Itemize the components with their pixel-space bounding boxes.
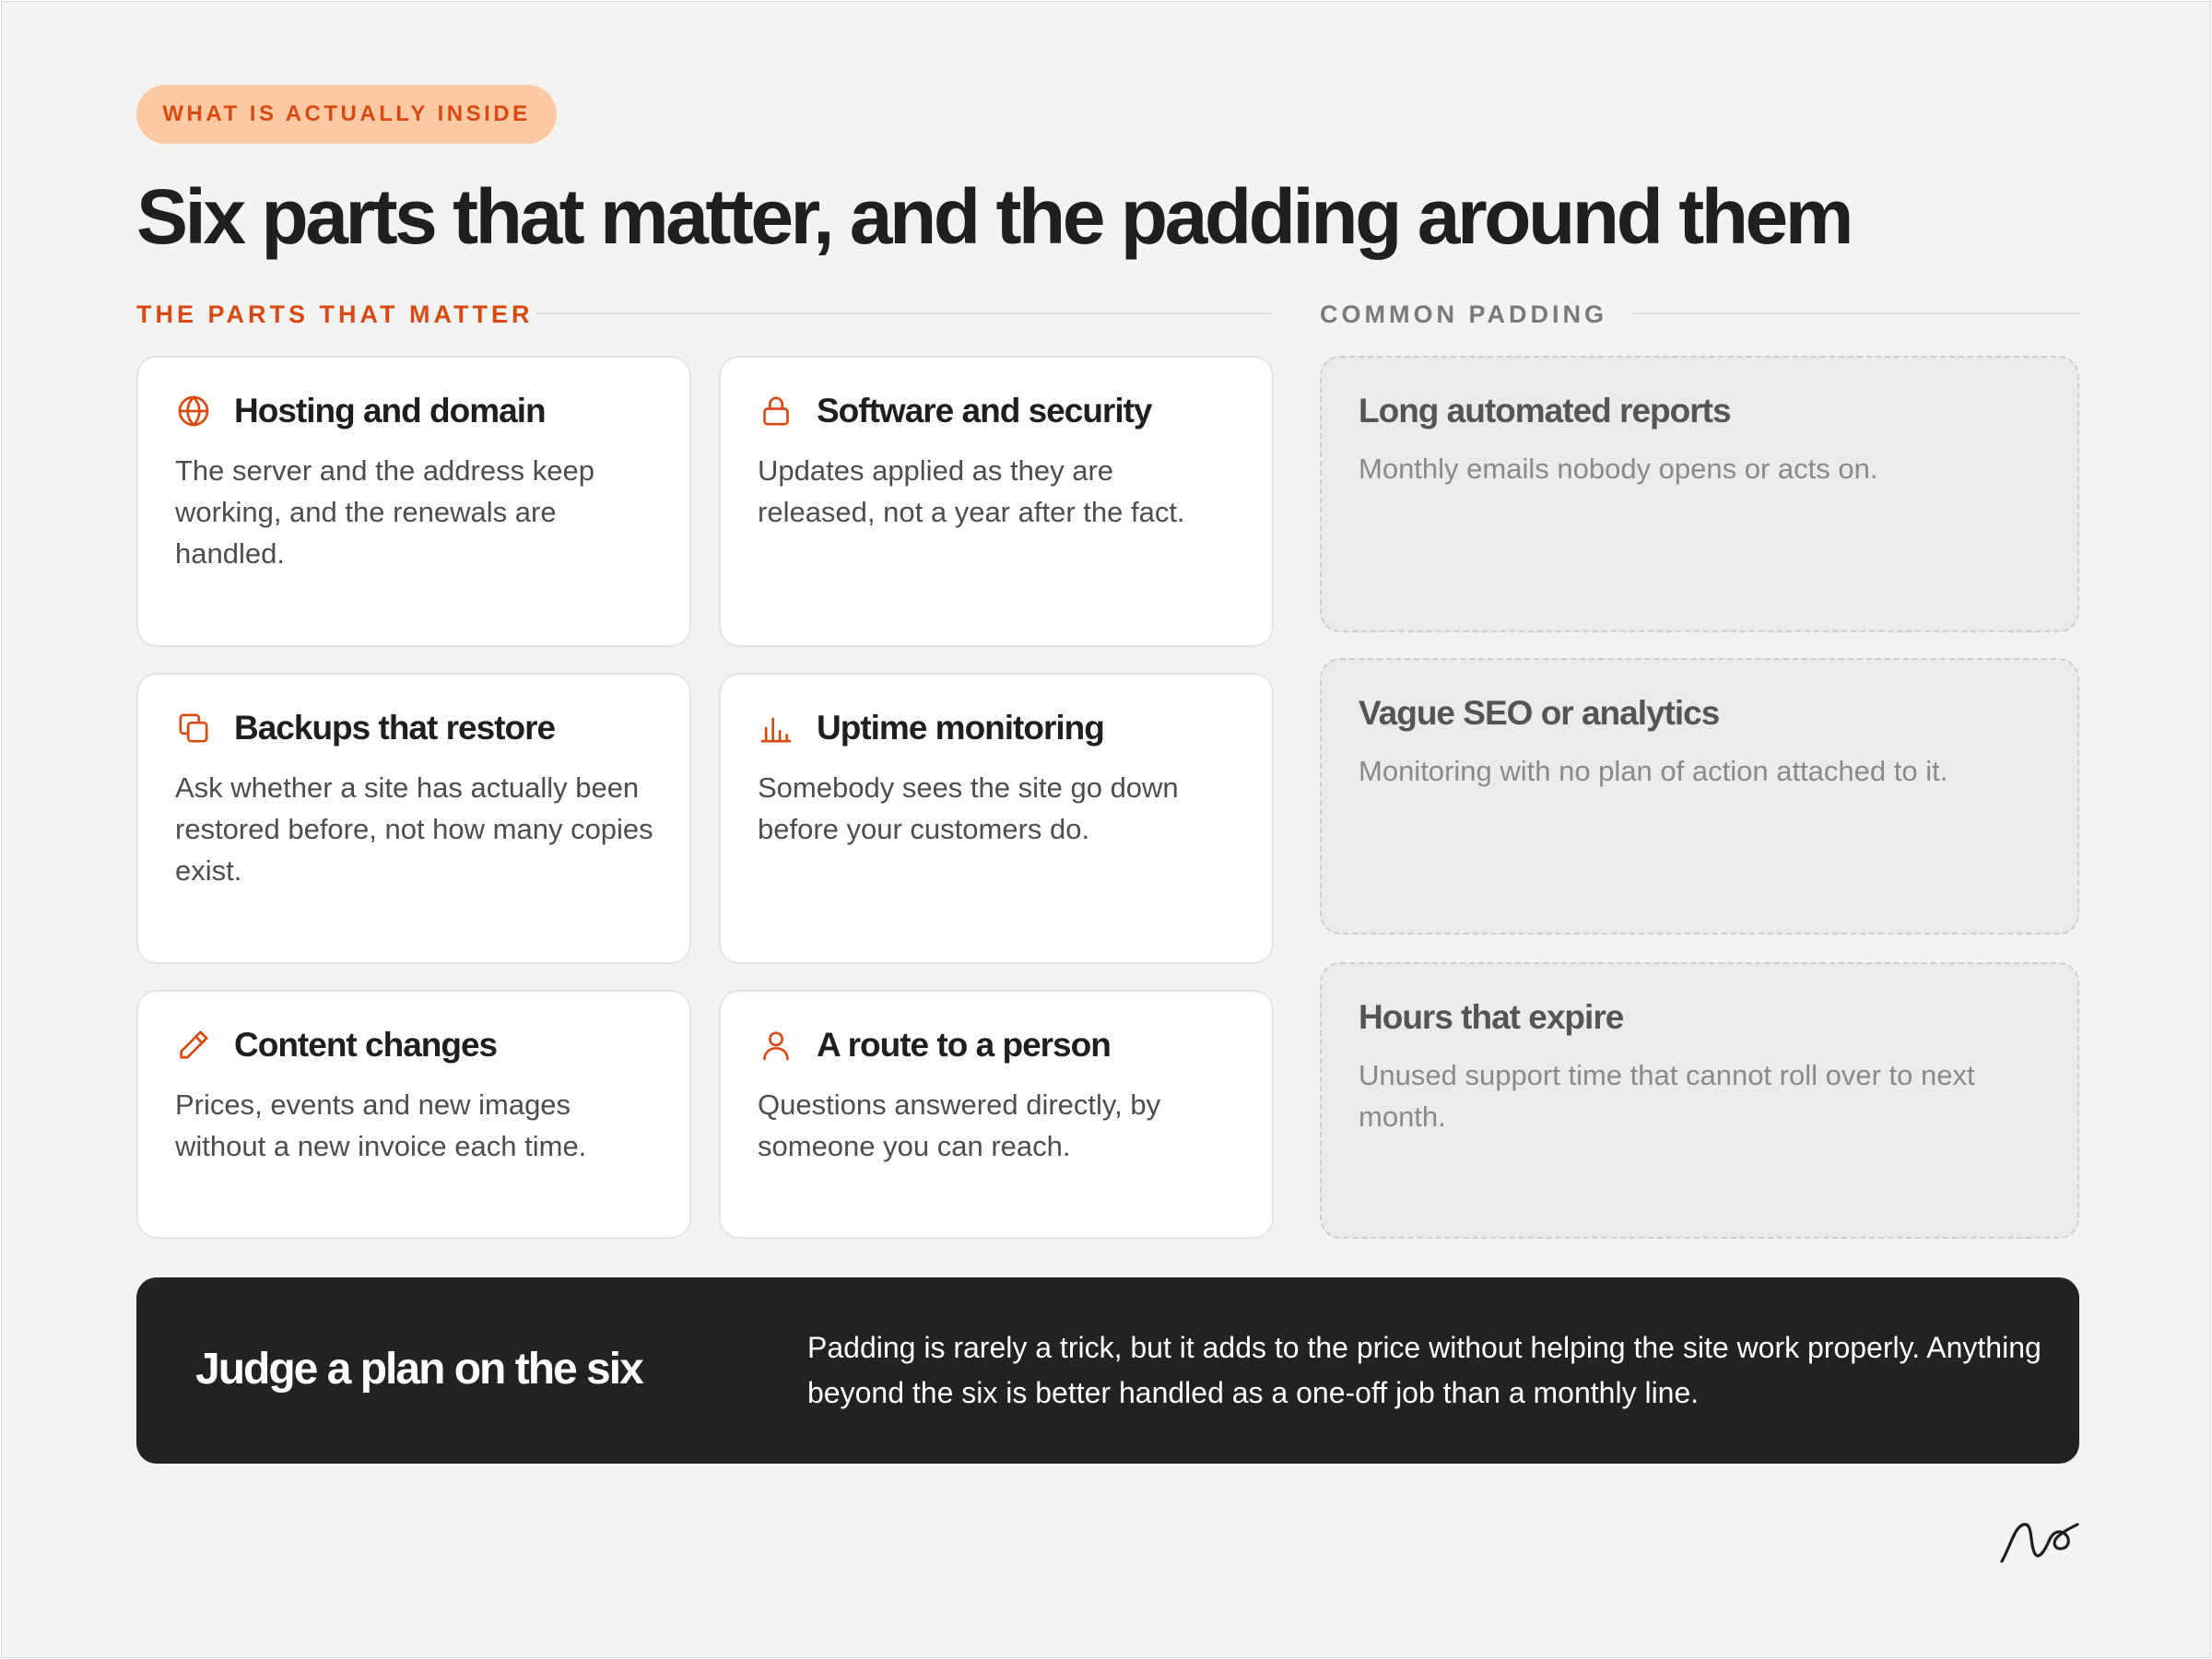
part-card-title: Content changes bbox=[234, 1026, 498, 1064]
part-card-title: Hosting and domain bbox=[234, 392, 546, 429]
part-card-person bbox=[719, 990, 1274, 1239]
bar-chart-icon bbox=[758, 710, 794, 747]
lock-icon bbox=[758, 393, 794, 429]
part-card-security bbox=[719, 356, 1274, 647]
part-card-body: Updates applied as they are released, not a year after the fact. bbox=[758, 454, 1185, 528]
banner-title: Judge a plan on the six bbox=[195, 1345, 642, 1394]
padding-card-title: Long automated reports bbox=[1359, 392, 1731, 429]
part-card-body: Ask whether a site has actually been restored before, not how many copies exist. bbox=[175, 771, 653, 887]
padding-card-title: Hours that expire bbox=[1359, 998, 1624, 1036]
page bbox=[1, 1, 2211, 1658]
part-card-body: Prices, events and new images without a new invoice each time. bbox=[175, 1088, 587, 1162]
person-icon bbox=[758, 1027, 794, 1064]
signature-logo-icon bbox=[1998, 1513, 2081, 1565]
globe-icon bbox=[175, 393, 212, 429]
pencil-icon bbox=[175, 1027, 212, 1064]
part-card-uptime bbox=[719, 673, 1274, 964]
part-card-content bbox=[136, 990, 691, 1239]
section-badge: WHAT IS ACTUALLY INSIDE bbox=[136, 85, 557, 144]
part-card-title: A route to a person bbox=[817, 1026, 1111, 1064]
padding-card-body: Monthly emails nobody opens or acts on. bbox=[1359, 453, 1878, 485]
padding-card-title: Vague SEO or analytics bbox=[1359, 694, 1720, 732]
page-title: Six parts that matter, and the padding around them bbox=[136, 173, 1851, 260]
parts-section-divider bbox=[536, 312, 1274, 314]
padding-section-divider bbox=[1631, 312, 2079, 314]
banner-text: Padding is rarely a trick, but it adds to the price without helping the site work properly. Anything beyond the six is better handled as a one-off job than a monthly line. bbox=[807, 1331, 2041, 1409]
part-card-title: Backups that restore bbox=[234, 709, 556, 747]
padding-card-hours bbox=[1320, 962, 2079, 1239]
padding-card-body: Monitoring with no plan of action attached to it. bbox=[1359, 755, 1948, 787]
part-card-body: Somebody sees the site go down before your customers do. bbox=[758, 771, 1179, 845]
parts-section-label: THE PARTS THAT MATTER bbox=[136, 300, 534, 328]
part-card-body: The server and the address keep working, and the renewals are handled. bbox=[175, 454, 594, 570]
padding-card-reports bbox=[1320, 356, 2079, 632]
part-card-title: Uptime monitoring bbox=[817, 709, 1104, 747]
part-card-hosting bbox=[136, 356, 691, 647]
padding-card-body: Unused support time that cannot roll over to next month. bbox=[1359, 1059, 1975, 1133]
part-card-title: Software and security bbox=[817, 392, 1152, 429]
padding-card-seo bbox=[1320, 658, 2079, 935]
copy-icon bbox=[175, 710, 212, 747]
part-card-backups bbox=[136, 673, 691, 964]
padding-section-label: COMMON PADDING bbox=[1320, 300, 1607, 328]
summary-banner bbox=[136, 1277, 2079, 1464]
part-card-body: Questions answered directly, by someone you can reach. bbox=[758, 1088, 1161, 1162]
